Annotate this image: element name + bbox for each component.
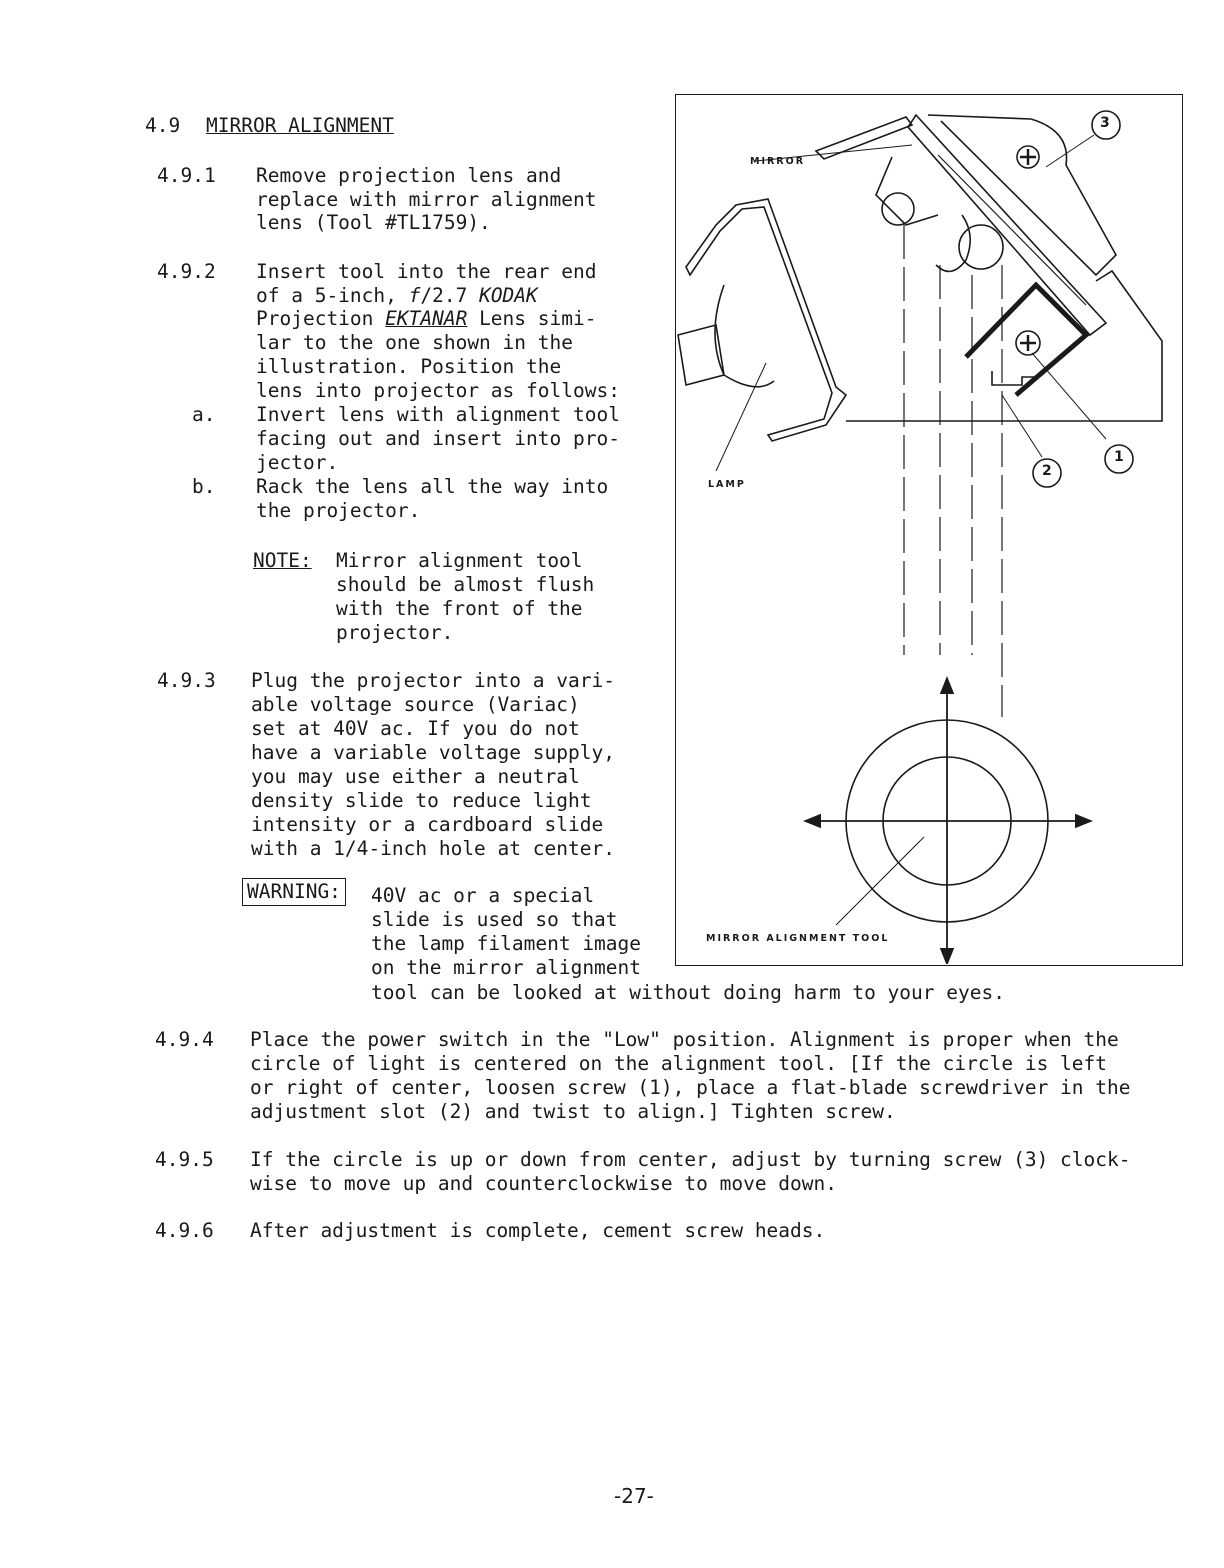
tool-leader [836, 837, 924, 925]
text-line: you may use either a neutral [251, 765, 580, 788]
callout-2-leader [1002, 395, 1042, 457]
text-line: facing out and insert into pro- [256, 427, 620, 450]
mirror-top-bracket [816, 117, 912, 159]
text-line: have a variable voltage supply, [251, 741, 615, 764]
text-line: set at 40V ac. If you do not [251, 717, 580, 740]
section-title: MIRROR ALIGNMENT [206, 114, 394, 137]
text-line: slide is used so that [371, 908, 618, 931]
f-stop-italic: f [408, 284, 421, 307]
note-text [336, 549, 636, 649]
text-line: illustration. Position the [256, 355, 562, 378]
step-4-9-6-text: After adjustment is complete, cement screw heads. [250, 1219, 826, 1242]
figure-illustration [676, 95, 1181, 964]
cam-circle [959, 225, 1003, 269]
label-lamp: LAMP [708, 479, 746, 490]
screw-1-slot [1020, 335, 1036, 351]
text-fragment: /2.7 [420, 284, 480, 307]
text-line: 40V ac or a special [371, 884, 595, 907]
step-4-9-5-text [250, 1148, 1170, 1198]
step-4-9-2-text [256, 260, 656, 530]
text-line: the lamp filament image [371, 932, 642, 955]
text-line: with a 1/4-inch hole at center. [251, 837, 615, 860]
callout-3-leader [1046, 135, 1094, 167]
brand-kodak: KODAK [479, 284, 538, 307]
sub-step-b-label: b. [192, 475, 216, 498]
text-fragment: Lens simi- [467, 307, 597, 330]
step-4-9-3-text [251, 669, 661, 869]
text-line: the projector. [256, 499, 421, 522]
text-line: lens (Tool #TL1759). [256, 211, 491, 234]
section-number: 4.9 [145, 114, 181, 137]
mirror-alignment-figure [675, 94, 1183, 966]
note-label: NOTE: [253, 549, 312, 572]
step-number-4-9-3: 4.9.3 [157, 669, 216, 692]
text-line: If the circle is up or down from center, adjust by turning screw (3) clock- [250, 1148, 1131, 1171]
text-line: Remove projection lens and [256, 164, 562, 187]
screw-3-slot [1020, 149, 1036, 165]
text-line: lar to the one shown in the [256, 331, 573, 354]
text-line: density slide to reduce light [251, 789, 592, 812]
text-line: Mirror alignment tool [336, 549, 583, 572]
text-line: intensity or a cardboard slide [251, 813, 604, 836]
bracket-arm [876, 157, 938, 225]
step-4-9-1-text [256, 164, 656, 244]
page-number: -27- [614, 1484, 654, 1508]
pivot-circle [882, 193, 914, 225]
text-line: Rack the lens all the way into [256, 475, 609, 498]
text-line: able voltage source (Variac) [251, 693, 580, 716]
text-line: with the front of the [336, 597, 583, 620]
text-fragment: of a 5-inch, [256, 284, 409, 307]
step-number-4-9-5: 4.9.5 [155, 1148, 214, 1171]
mirror-edge [938, 155, 1086, 305]
callout-1-number: 1 [1114, 449, 1124, 465]
callout-3-number: 3 [1100, 115, 1110, 131]
text-line: projector. [336, 621, 454, 644]
text-line: or right of center, loosen screw (1), place a flat-blade screwdriver in the [250, 1076, 1131, 1099]
text-line: on the mirror alignment [371, 956, 642, 979]
text-line [256, 307, 596, 331]
text-line: should be almost flush [336, 573, 595, 596]
text-line: Place the power switch in the "Low" position. Alignment is proper when the [250, 1028, 1119, 1051]
text-line: tool can be looked at without doing harm to your eyes. [371, 981, 1005, 1004]
step-number-4-9-2: 4.9.2 [157, 260, 216, 283]
step-4-9-4-text [250, 1028, 1170, 1128]
brand-ektanar: EKTANAR [385, 307, 468, 330]
adjust-block [966, 285, 1086, 395]
text-line: adjustment slot (2) and twist to align.] Tighten screw. [250, 1100, 896, 1123]
lamp-leader [716, 363, 766, 471]
text-line: wise to move up and counterclockwise to move down. [250, 1172, 837, 1195]
step-number-4-9-1: 4.9.1 [157, 164, 216, 187]
step-number-4-9-4: 4.9.4 [155, 1028, 214, 1051]
text-line: replace with mirror alignment [256, 188, 597, 211]
text-fragment: Projection [256, 307, 386, 330]
text-line: Insert tool into the rear end [256, 260, 597, 283]
label-mirror: MIRROR [750, 156, 806, 167]
step-number-4-9-6: 4.9.6 [155, 1219, 214, 1242]
text-line: Invert lens with alignment tool [256, 403, 620, 426]
callout-2-number: 2 [1042, 463, 1052, 479]
callout-1-leader [1032, 353, 1106, 439]
text-line: jector. [256, 451, 339, 474]
text-line [256, 284, 538, 308]
label-mirror-alignment-tool: MIRROR ALIGNMENT TOOL [706, 933, 890, 944]
sub-step-a-label: a. [192, 403, 216, 426]
text-line: lens into projector as follows: [256, 379, 620, 402]
text-line: circle of light is centered on the alignment tool. [If the circle is left [250, 1052, 1108, 1075]
text-line: Plug the projector into a vari- [251, 669, 615, 692]
lamp-reflector [686, 199, 846, 441]
warning-label: WARNING: [242, 878, 346, 906]
